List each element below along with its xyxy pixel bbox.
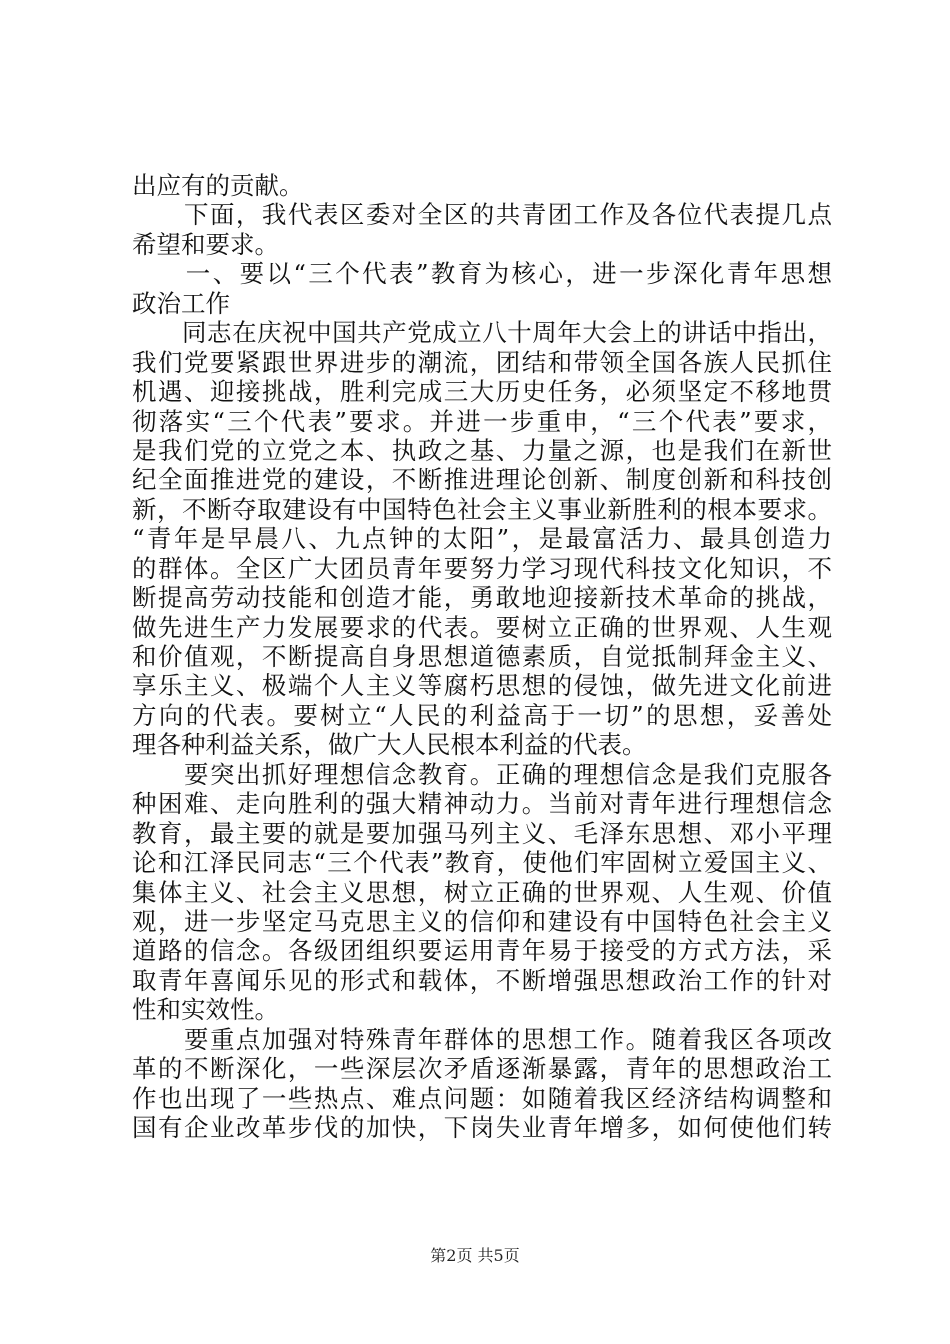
text-line: 论和江泽民同志“三个代表”教育，使他们牢固树立爱国主义、 [132, 848, 832, 878]
text-line: 纪全面推进党的建设，不断推进理论创新、制度创新和科技创 [132, 465, 832, 495]
page-number-label: 第2页 共5页 [430, 1246, 520, 1265]
text-line: “青年是早晨八、九点钟的太阳”，是最富活力、最具创造力 [132, 524, 832, 554]
text-line: 集体主义、社会主义思想，树立正确的世界观、人生观、价值 [132, 877, 832, 907]
text-line: 国有企业改革步伐的加快，下岗失业青年增多，如何使他们转 [132, 1113, 832, 1142]
text-line: 同志在庆祝中国共产党成立八十周年大会上的讲话中指出， [132, 318, 832, 348]
text-line: 是我们党的立党之本、执政之基、力量之源，也是我们在新世 [132, 435, 832, 465]
text-line: 出应有的贡献。 [132, 171, 304, 200]
text-line: 做先进生产力发展要求的代表。要树立正确的世界观、人生观 [132, 612, 832, 642]
text-line: 教育，最主要的就是要加强马列主义、毛泽东思想、邓小平理 [132, 818, 832, 848]
text-line: 方向的代表。要树立“人民的利益高于一切”的思想，妥善处 [132, 700, 832, 730]
text-line: 性和实效性。 [132, 995, 279, 1025]
text-line: 要重点加强对特殊青年群体的思想工作。随着我区各项改 [132, 1024, 832, 1054]
text-line: 下面，我代表区委对全区的共青团工作及各位代表提几点 [132, 200, 832, 230]
text-line: 我们党要紧跟世界进步的潮流，团结和带领全国各族人民抓住 [132, 347, 832, 377]
text-line: 的群体。全区广大团员青年要努力学习现代科技文化知识，不 [132, 553, 832, 583]
text-line: 道路的信念。各级团组织要运用青年易于接受的方式方法，采 [132, 936, 832, 966]
text-line: 机遇、迎接挑战，胜利完成三大历史任务，必须坚定不移地贯 [132, 377, 832, 407]
page-footer [0, 1245, 950, 1267]
text-line: 享乐主义、极端个人主义等腐朽思想的侵蚀，做先进文化前进 [132, 671, 832, 701]
document-body [132, 171, 832, 1142]
text-line: 希望和要求。 [132, 229, 279, 259]
text-line: 种困难、走向胜利的强大精神动力。当前对青年进行理想信念 [132, 789, 832, 819]
text-line: 断提高劳动技能和创造才能，勇敢地迎接新技术革命的挑战， [132, 583, 832, 613]
text-line: 理各种利益关系，做广大人民根本利益的代表。 [132, 730, 647, 760]
text-line: 作也出现了一些热点、难点问题：如随着我区经济结构调整和 [132, 1083, 832, 1113]
text-line: 观，进一步坚定马克思主义的信仰和建设有中国特色社会主义 [132, 906, 832, 936]
text-line: 和价值观，不断提高自身思想道德素质，自觉抵制拜金主义、 [132, 642, 832, 671]
text-line: 政治工作 [132, 288, 230, 318]
text-line: 彻落实“三个代表”要求。并进一步重申，“三个代表”要求， [132, 406, 832, 436]
text-line: 新，不断夺取建设有中国特色社会主义事业新胜利的根本要求。 [132, 494, 832, 524]
text-line: 一、要以“三个代表”教育为核心，进一步深化青年思想 [132, 259, 832, 289]
text-line: 革的不断深化，一些深层次矛盾逐渐暴露，青年的思想政治工 [132, 1054, 832, 1084]
text-line: 取青年喜闻乐见的形式和载体，不断增强思想政治工作的针对 [132, 965, 832, 995]
text-line: 要突出抓好理想信念教育。正确的理想信念是我们克服各 [132, 759, 832, 789]
